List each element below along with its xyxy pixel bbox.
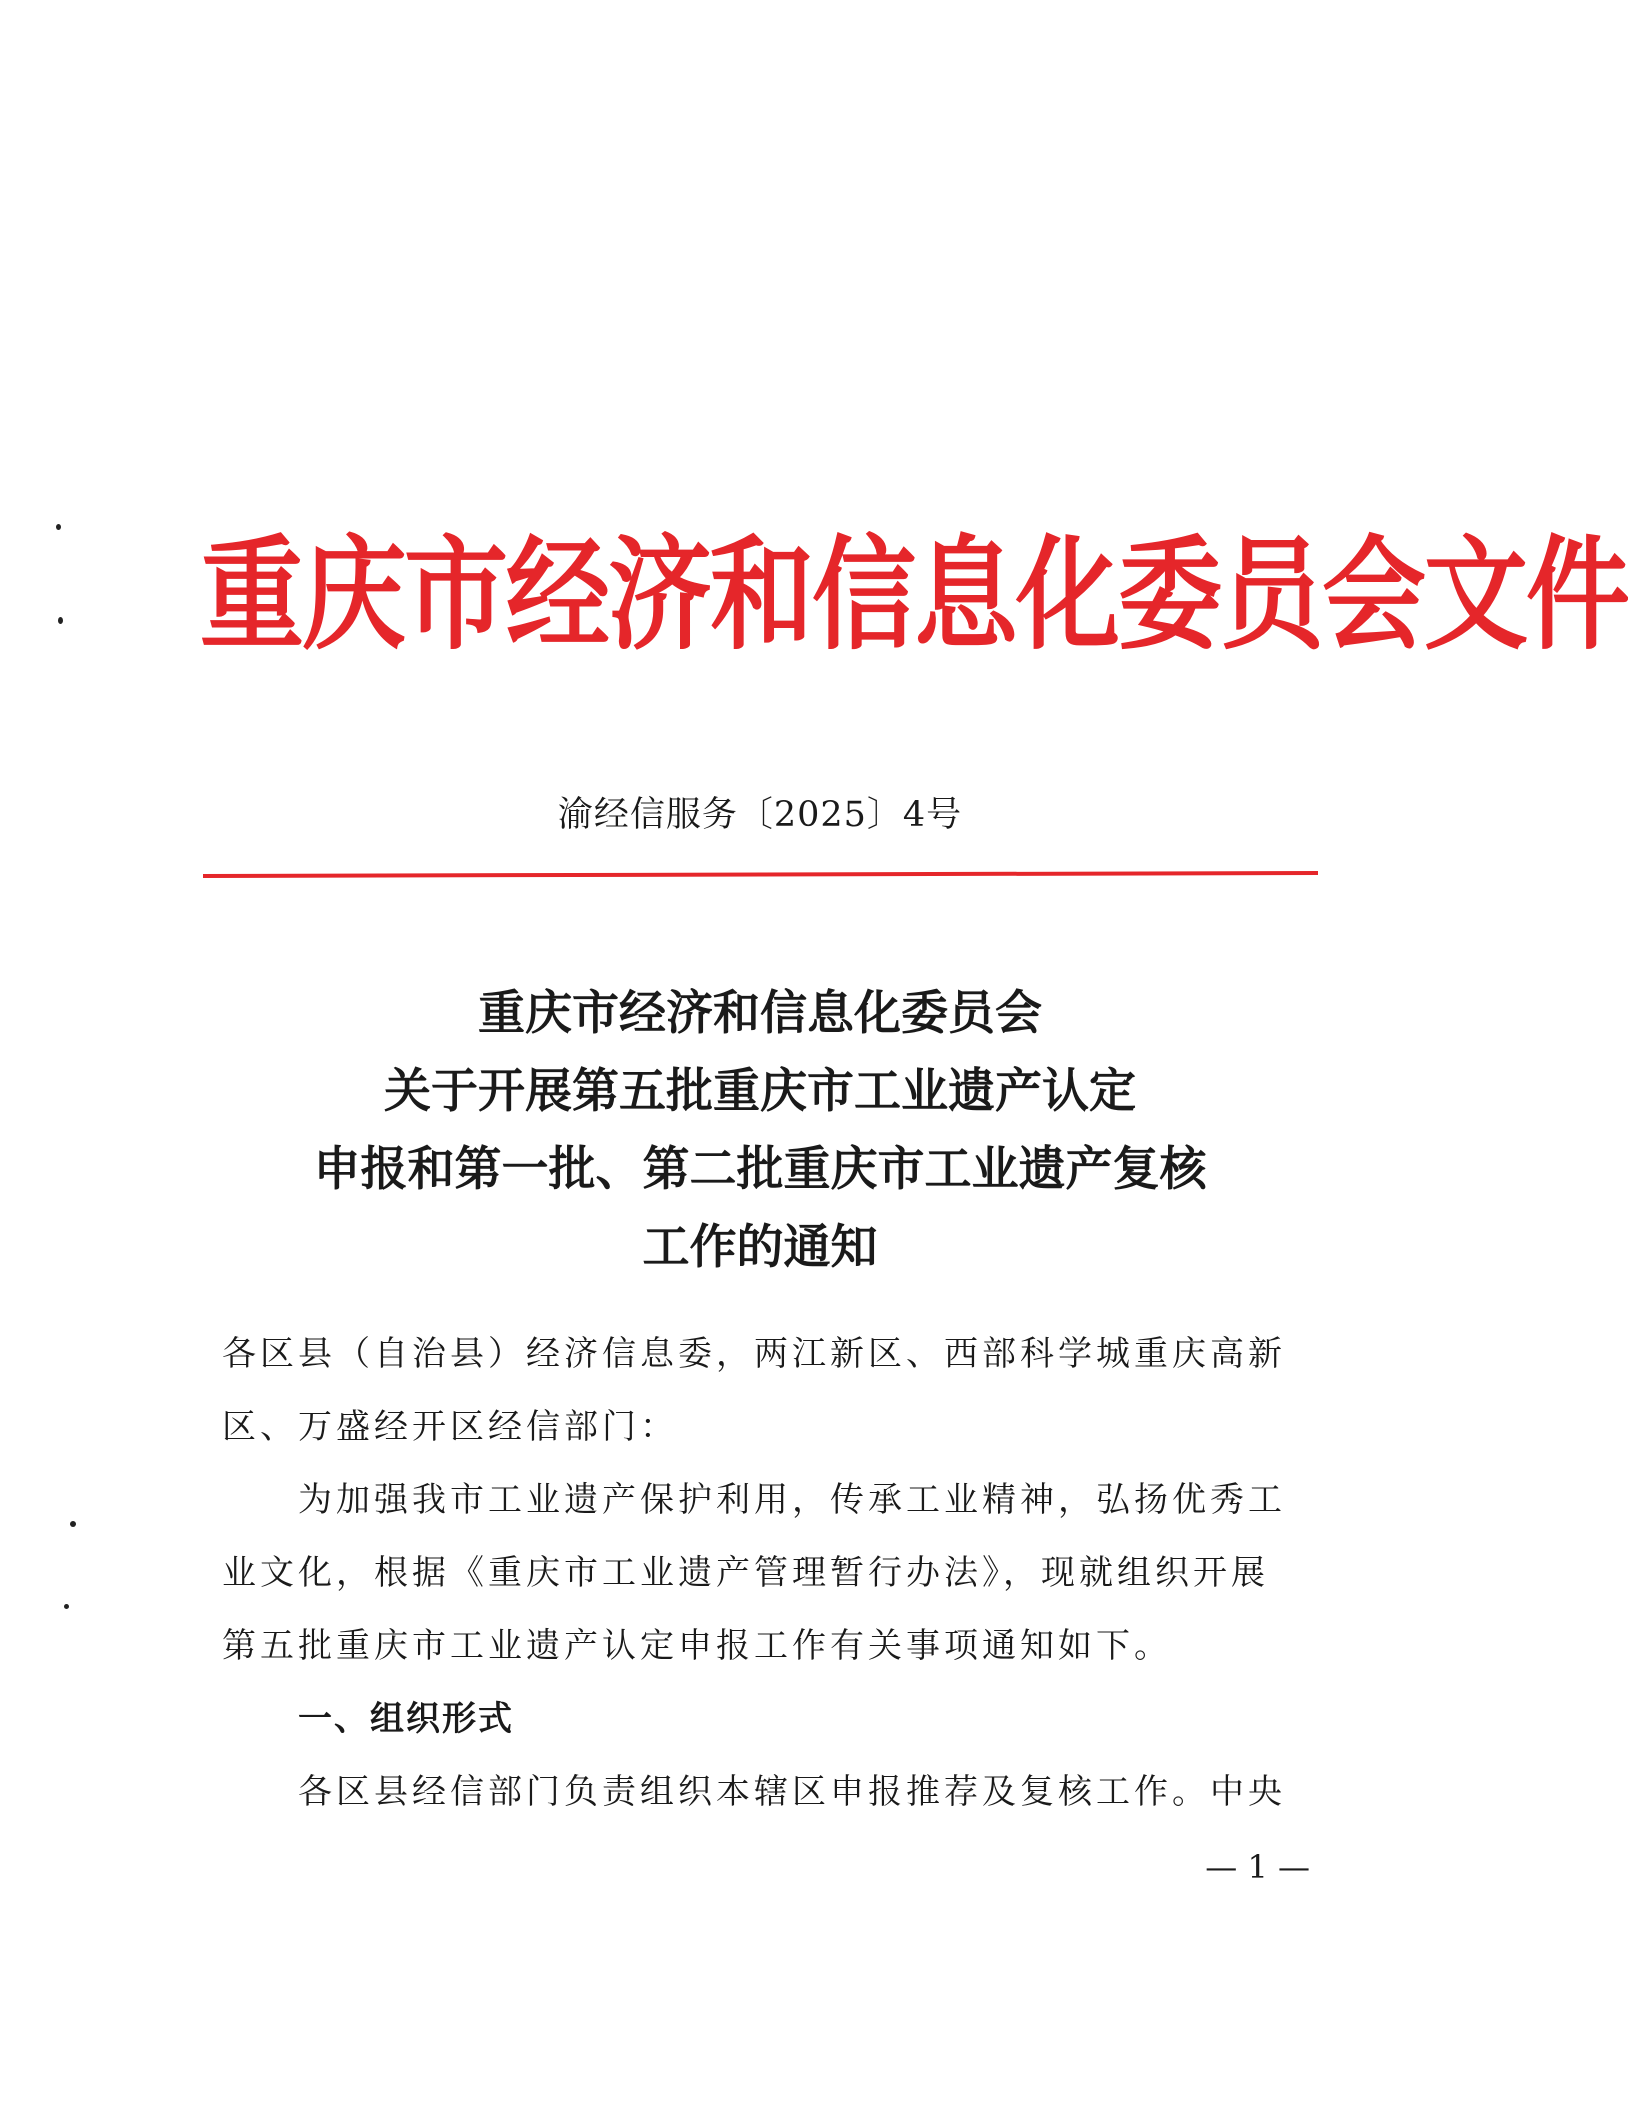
- notice-title: [200, 975, 1320, 1287]
- notice-body: [222, 1318, 1310, 1829]
- paragraph-1-line-2: 业文化，根据《重庆市工业遗产管理暂行办法》，现就组织开展: [222, 1553, 1269, 1593]
- masthead-title: 重庆市经济和信息化委员会文件: [200, 523, 1628, 667]
- title-line-1: 重庆市经济和信息化委员会: [478, 986, 1042, 1041]
- scan-speck: [58, 617, 63, 624]
- scan-speck: [70, 1521, 76, 1527]
- title-line-4: 工作的通知: [642, 1220, 878, 1275]
- paragraph-1-line-3: 第五批重庆市工业遗产认定申报工作有关事项通知如下。: [222, 1626, 1172, 1666]
- section-1-heading: 一、组织形式: [298, 1699, 514, 1739]
- title-line-2: 关于开展第五批重庆市工业遗产认定: [384, 1064, 1136, 1119]
- page-number: — 1 —: [1205, 1848, 1310, 1886]
- paragraph-1-line-1: 为加强我市工业遗产保护利用，传承工业精神，弘扬优秀工: [298, 1480, 1286, 1520]
- section-1-line-1: 各区县经信部门负责组织本辖区申报推荐及复核工作。中央: [298, 1772, 1286, 1812]
- scan-speck: [64, 1604, 69, 1609]
- addressee-line-2: 区、万盛经开区经信部门：: [222, 1407, 678, 1447]
- addressee-line-1: 各区县（自治县）经济信息委，两江新区、西部科学城重庆高新: [222, 1334, 1286, 1374]
- scan-speck: [56, 524, 61, 530]
- document-number: 渝经信服务〔2025〕4号: [557, 795, 963, 835]
- red-divider-line: [203, 872, 1318, 878]
- title-line-3: 申报和第一批、第二批重庆市工业遗产复核: [313, 1142, 1207, 1197]
